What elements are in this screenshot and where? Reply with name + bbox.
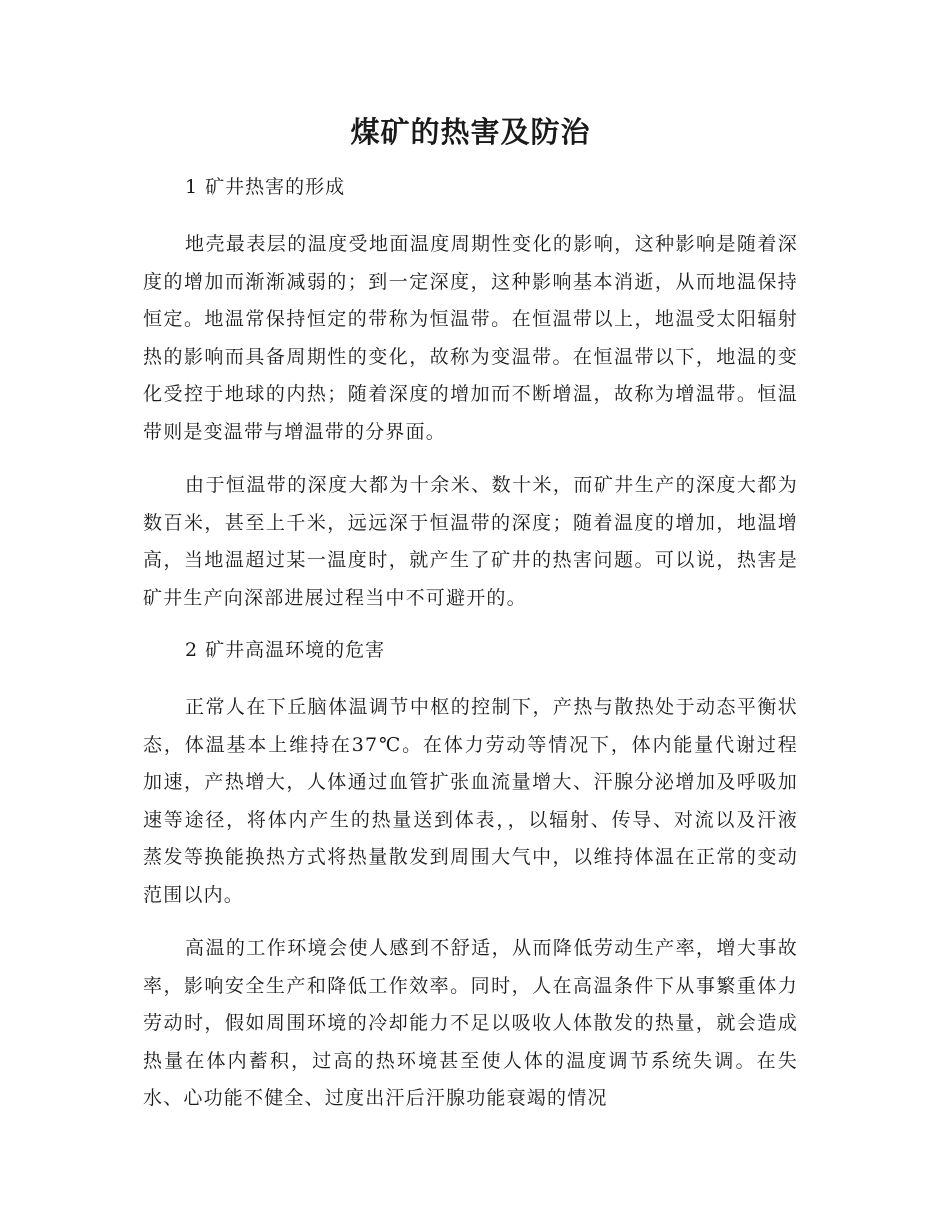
- document-title: 煤矿的热害及防治: [350, 115, 591, 149]
- document-page: [143, 112, 798, 1134]
- paragraph: 正常人在下丘脑体温调节中枢的控制下，产热与散热处于动态平衡状态，体温基本上维持在37℃。在体力劳动等情况下，体内能量代谢过程加速，产热增大，人体通过血管扩张血流量增大、汗腺分泌增加及呼吸加速等途径，将体内产生的热量送到体表，，以辐射、传导、对流以及汗液蒸发等换能换热方式将热量散发到周围大气中，以维持体温在正常的变动范围以内。: [143, 696, 798, 906]
- paragraph: 高温的工作环境会使人感到不舒适，从而降低劳动生产率，增大事故率，影响安全生产和降低工作效率。同时，人在高温条件下从事繁重体力劳动时，假如周围环境的冷却能力不足以吸收人体散发的热量，就会造成热量在体内蓄积，过高的热环境甚至使人体的温度调节系统失调。在失水、心功能不健全、过度出汗后汗腺功能衰竭的情况: [143, 937, 798, 1109]
- paragraph: 地壳最表层的温度受地面温度周期性变化的影响，这种影响是随着深度的增加而渐渐减弱的；到一定深度，这种影响基本消逝，从而地温保持恒定。地温常保持恒定的带称为恒温带。在恒温带以上，地温受太阳辐射热的影响而具备周期性的变化，故称为变温带。在恒温带以下，地温的变化受控于地球的内热；随着深度的增加而不断增温，故称为增温带。恒温带则是变温带与增温带的分界面。: [143, 233, 798, 443]
- paragraph: 由于恒温带的深度大都为十余米、数十米，而矿井生产的深度大都为数百米，甚至上千米，远远深于恒温带的深度；随着温度的增加，地温增高，当地温超过某一温度时，就产生了矿井的热害问题。可以说，热害是矿井生产向深部进展过程当中不可避开的。: [143, 474, 798, 609]
- section-heading: 2 矿井高温环境的危害: [185, 639, 386, 661]
- section-heading: 1 矿井热害的形成: [185, 176, 346, 198]
